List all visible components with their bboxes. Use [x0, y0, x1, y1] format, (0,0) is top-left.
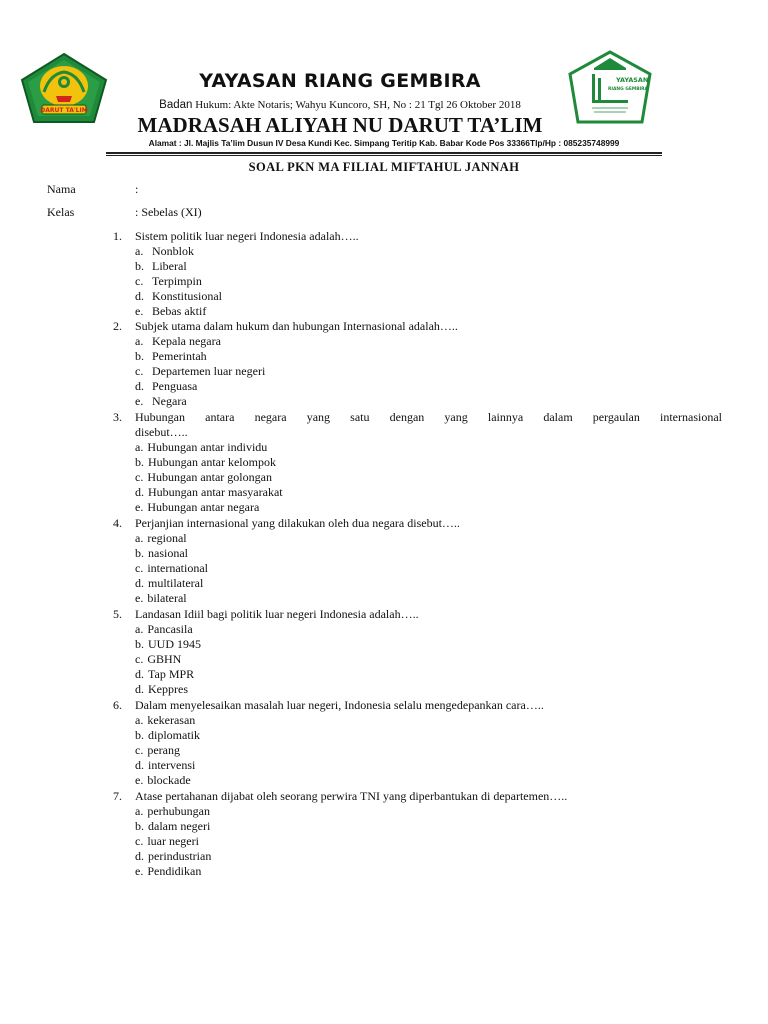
option-letter: e. — [135, 864, 144, 878]
address-line: Alamat : Jl. Majlis Ta’lim Dusun IV Desa Kundi Kec. Simpang Teritip Kab. Babar Kode Pos 33366Tlp/Hp : 085235748999 — [148, 138, 620, 148]
option-text: perang — [147, 743, 180, 757]
left-logo-text: DARUT TA'LIM — [40, 107, 88, 114]
option-letter: e. — [135, 500, 144, 514]
option-7e — [135, 864, 201, 879]
option-letter: a. — [135, 531, 144, 545]
question-number: 4. — [113, 516, 122, 530]
option-2c — [135, 364, 265, 379]
legal-text: Hukum: Akte Notaris; Wahyu Kuncoro, SH, No : 21 Tgl 26 Oktober 2018 — [195, 99, 521, 111]
option-letter: d. — [135, 849, 144, 863]
question-text: Subjek utama dalam hukum dan hubungan Internasional adalah….. — [135, 319, 458, 333]
option-letter: b. — [135, 819, 144, 833]
option-5b — [135, 637, 201, 652]
option-text: intervensi — [148, 758, 196, 772]
option-text: UUD 1945 — [148, 637, 201, 651]
option-text: Konstitusional — [152, 289, 223, 303]
option-text: multilateral — [148, 576, 204, 590]
option-1e — [135, 304, 206, 319]
option-text: kekerasan — [147, 713, 196, 727]
option-4d — [135, 576, 203, 591]
option-5c — [135, 652, 181, 667]
right-logo-text-2: RIANG GEMBIRA — [608, 87, 648, 92]
question-number: 3. — [113, 410, 122, 424]
question-text: Dalam menyelesaikan masalah luar negeri, Indonesia selalu mengedepankan cara….. — [135, 698, 544, 712]
option-letter: b. — [135, 728, 144, 742]
option-text: luar negeri — [147, 834, 199, 848]
option-letter: a. — [135, 622, 144, 636]
option-6e — [135, 773, 191, 788]
option-3c — [135, 470, 272, 485]
option-4c — [135, 561, 208, 576]
option-letter: d. — [135, 576, 144, 590]
option-letter: e. — [135, 304, 144, 318]
option-text: Tap MPR — [148, 667, 195, 681]
option-text: blockade — [147, 773, 191, 787]
option-3d — [135, 485, 283, 500]
option-text: international — [147, 561, 208, 575]
option-6d — [135, 758, 195, 773]
option-letter: d. — [135, 379, 144, 393]
option-text: Kepala negara — [152, 334, 221, 348]
option-1c — [135, 274, 202, 289]
option-6a — [135, 713, 195, 728]
option-7a — [135, 804, 210, 819]
question-text: Sistem politik luar negeri Indonesia adalah….. — [135, 229, 359, 243]
option-letter: a. — [135, 244, 144, 258]
option-text: Hubungan antar kelompok — [148, 455, 276, 469]
option-letter: b. — [135, 546, 144, 560]
option-1d — [135, 289, 222, 304]
option-letter: b. — [135, 455, 144, 469]
option-letter: d. — [135, 289, 144, 303]
option-text: Bebas aktif — [152, 304, 207, 318]
option-text: Penguasa — [152, 379, 198, 393]
question-text-line-1: Hubungan antara negara yang satu dengan yang lainnya dalam pergaulan internasional — [135, 410, 722, 424]
question-text: Landasan Idiil bagi politik luar negeri Indonesia adalah….. — [135, 607, 419, 621]
option-text: Hubungan antar individu — [147, 440, 268, 454]
yayasan-logo — [568, 50, 652, 126]
option-letter: e. — [135, 394, 144, 408]
kelas-value: : Sebelas (XI) — [135, 205, 202, 219]
option-text: dalam negeri — [148, 819, 211, 833]
option-letter: b. — [135, 259, 144, 273]
option-1a — [135, 244, 194, 259]
option-5e — [135, 682, 188, 697]
option-text: Negara — [152, 394, 187, 408]
question-number: 2. — [113, 319, 122, 333]
option-4b — [135, 546, 188, 561]
option-text: Pemerintah — [152, 349, 207, 363]
option-letter: c. — [135, 743, 144, 757]
option-2b — [135, 349, 207, 364]
foundation-name: YAYASAN RIANG GEMBIRA — [199, 70, 481, 92]
option-text: Pendidikan — [147, 864, 202, 878]
option-letter: a. — [135, 713, 144, 727]
option-4e — [135, 591, 187, 606]
option-letter: c. — [135, 652, 144, 666]
nama-label: Nama — [47, 182, 76, 196]
option-7b — [135, 819, 210, 834]
option-letter: a. — [135, 804, 144, 818]
option-letter: d. — [135, 667, 144, 681]
option-text: Liberal — [152, 259, 187, 273]
option-text: Pancasila — [147, 622, 193, 636]
option-text: Terpimpin — [152, 274, 202, 288]
option-letter: c. — [135, 274, 144, 288]
option-letter: c. — [135, 561, 144, 575]
option-text: diplomatik — [148, 728, 200, 742]
school-name: MADRASAH ALIYAH NU DARUT TA’LIM — [137, 113, 543, 137]
option-3a — [135, 440, 267, 455]
document-title: SOAL PKN MA FILIAL MIFTAHUL JANNAH — [248, 160, 520, 174]
option-7d — [135, 849, 211, 864]
question-number: 5. — [113, 607, 122, 621]
option-4a — [135, 531, 187, 546]
legal-prefix: Badan — [159, 99, 193, 111]
option-letter: c. — [135, 834, 144, 848]
option-6b — [135, 728, 200, 743]
option-2e — [135, 394, 187, 409]
question-number: 7. — [113, 789, 122, 803]
option-text: GBHN — [147, 652, 182, 666]
option-2d — [135, 379, 197, 394]
option-letter: e. — [135, 591, 144, 605]
option-letter: d. — [135, 485, 144, 499]
option-letter: a. — [135, 334, 144, 348]
option-text: nasional — [148, 546, 188, 560]
option-5d — [135, 667, 194, 682]
option-1b — [135, 259, 187, 274]
option-letter: a. — [135, 440, 144, 454]
option-letter: b. — [135, 349, 144, 363]
right-logo-text-1: YAYASAN — [616, 76, 649, 84]
option-text: Hubungan antar negara — [147, 500, 260, 514]
option-text: Departemen luar negeri — [152, 364, 266, 378]
option-letter: d. — [135, 682, 144, 696]
kelas-label: Kelas — [47, 205, 75, 219]
question-number: 1. — [113, 229, 122, 243]
option-text: perindustrian — [148, 849, 212, 863]
option-3b — [135, 455, 276, 470]
option-letter: b. — [135, 637, 144, 651]
option-7c — [135, 834, 199, 849]
option-text: Keppres — [148, 682, 188, 696]
option-letter: e. — [135, 773, 144, 787]
option-text: regional — [147, 531, 187, 545]
option-text: perhubungan — [147, 804, 210, 818]
option-text: Hubungan antar golongan — [147, 470, 272, 484]
option-6c — [135, 743, 180, 758]
letterhead — [0, 0, 768, 160]
question-number: 6. — [113, 698, 122, 712]
option-3e — [135, 500, 259, 515]
option-letter: c. — [135, 364, 144, 378]
option-letter: d. — [135, 758, 144, 772]
nama-value: : — [135, 182, 139, 196]
question-text-line-2: disebut….. — [135, 425, 188, 439]
question-text: Atase pertahanan dijabat oleh seorang perwira TNI yang diperbantukan di departemen….. — [135, 789, 568, 803]
option-text: Nonblok — [152, 244, 194, 258]
question-text: Perjanjian internasional yang dilakukan oleh dua negara disebut….. — [135, 516, 460, 530]
option-5a — [135, 622, 193, 637]
option-text: Hubungan antar masyarakat — [148, 485, 283, 499]
option-letter: c. — [135, 470, 144, 484]
header-rule-thick — [106, 152, 662, 154]
option-2a — [135, 334, 221, 349]
option-text: bilateral — [147, 591, 187, 605]
header-rule-thin — [106, 155, 662, 156]
